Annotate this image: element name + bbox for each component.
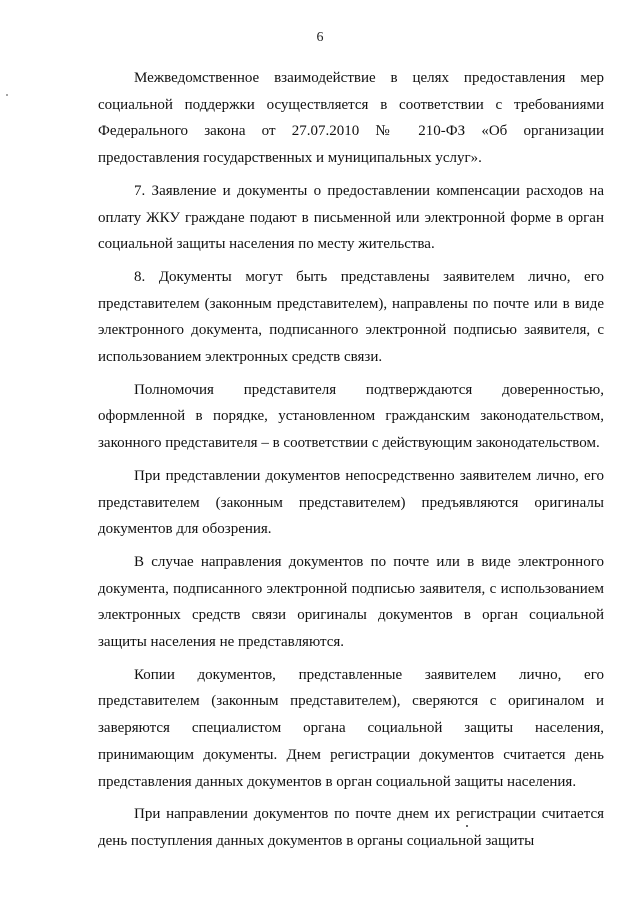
paragraph-copies-verification: Копии документов, представленные заявителем лично, его представителем (законным представителем), сверяются с оригиналом и заверяются специалистом органа социальной защиты населения, принимающим документы. Днем регистрации документов считается день представления данных документов в орган социальной защиты населения. [98,666,604,790]
paragraph-interagency-interaction: Межведомственное взаимодействие в целях предоставления мер социальной поддержки осуществляется в соответствии с требованиями Федерального закона от 27.07.2010 № 210-ФЗ «Об организации предоставления государственных и муниципальных услуг». [98,70,604,167]
paragraph-representative-authority: Полномочия представителя подтверждаются доверенностью, оформленной в порядке, установленном гражданским законодательством, законного представителя – в соответствии с действующим законодательством. [98,381,604,452]
paragraph-postal-registration: При направлении документов по почте днем их регистрации считается день поступления данных документов в органы социальной защиты [98,806,604,849]
paragraph-originals-presentation: При представлении документов непосредственно заявителем лично, его представителем (законным представителем) предъявляются оригиналы документов для обозрения. [98,467,604,538]
margin-mark [6,94,8,96]
paragraph-8-document-submission: 8. Документы могут быть представлены заявителем лично, его представителем (законным представителем), направлены по почте или в виде электронного документа, подписанного электронной подписью заявителя, с использованием электронных средств связи. [98,268,604,366]
paragraph-postal-electronic: В случае направления документов по почте или в виде электронного документа, подписанного электронной подписью заявителя, с использованием электронных средств связи оригиналы документов в орган социальной защиты населения не представляются. [98,553,604,651]
paragraph-7-application-submission: 7. Заявление и документы о предоставлении компенсации расходов на оплату ЖКУ граждане подают в письменной или электронной форме в орган социальной защиты населения по месту жительства. [98,182,604,253]
page-number: 6 [316,30,324,45]
scan-artifact-dot [466,825,468,827]
document-body [98,65,604,861]
